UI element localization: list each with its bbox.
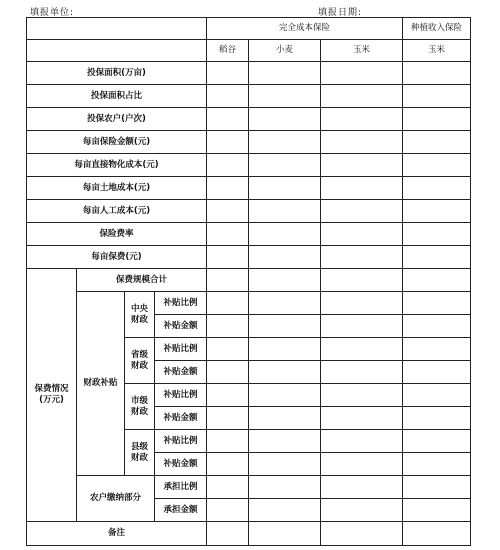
input-cell[interactable]	[207, 108, 249, 131]
row-direct-material-cost	[27, 154, 471, 177]
input-cell[interactable]	[207, 407, 249, 430]
input-cell[interactable]	[321, 338, 403, 361]
sub-label-bear-amount: 承担金额	[155, 499, 207, 522]
input-cell[interactable]	[249, 269, 321, 292]
input-cell[interactable]	[403, 499, 471, 522]
col-group-full-cost: 完全成本保险	[207, 18, 403, 40]
input-cell[interactable]	[207, 453, 249, 476]
input-cell[interactable]	[249, 131, 321, 154]
row-premium-rate	[27, 223, 471, 246]
row-label-land-cost: 每亩土地成本(元)	[27, 177, 207, 200]
input-cell[interactable]	[207, 177, 249, 200]
input-cell[interactable]	[249, 292, 321, 315]
input-cell[interactable]	[321, 62, 403, 85]
input-cell[interactable]	[403, 200, 471, 223]
col-group-income: 种植收入保险	[403, 18, 471, 40]
row-farmer-ratio	[27, 476, 471, 499]
input-cell[interactable]	[207, 246, 249, 269]
premium-situation-title: 保费情况	[34, 384, 69, 394]
input-cell[interactable]	[321, 430, 403, 453]
input-cell[interactable]	[249, 407, 321, 430]
row-labor-cost	[27, 200, 471, 223]
premium-situation-unit: (万元)	[39, 395, 64, 405]
input-cell[interactable]	[403, 453, 471, 476]
input-cell[interactable]	[321, 223, 403, 246]
row-premium-total	[27, 269, 471, 292]
input-cell[interactable]	[321, 315, 403, 338]
input-cell[interactable]	[249, 315, 321, 338]
sub-label-subsidy-ratio: 补贴比例	[155, 384, 207, 407]
input-cell[interactable]	[321, 200, 403, 223]
input-cell[interactable]	[321, 246, 403, 269]
reporting-date-label: 填报日期:	[318, 8, 363, 18]
sub-label-subsidy-amount: 补贴金额	[155, 407, 207, 430]
row-label-labor-cost: 每亩人工成本(元)	[27, 200, 207, 223]
corner-cell	[27, 18, 207, 40]
input-cell[interactable]	[207, 361, 249, 384]
input-cell[interactable]	[207, 154, 249, 177]
input-cell[interactable]	[207, 384, 249, 407]
input-cell[interactable]	[403, 407, 471, 430]
row-insured-farmers	[27, 108, 471, 131]
input-cell[interactable]	[249, 384, 321, 407]
row-label-insured-amount: 每亩保险金额(元)	[27, 131, 207, 154]
sub-label-subsidy-ratio: 补贴比例	[155, 338, 207, 361]
input-cell[interactable]	[403, 476, 471, 499]
input-cell[interactable]	[321, 177, 403, 200]
input-cell[interactable]	[321, 499, 403, 522]
sub-label-subsidy-ratio: 补贴比例	[155, 292, 207, 315]
header-row-2	[27, 40, 471, 62]
input-cell[interactable]	[207, 499, 249, 522]
row-label-insured-area: 投保面积(万亩)	[27, 62, 207, 85]
header-row-1	[27, 18, 471, 40]
input-cell[interactable]	[403, 522, 471, 546]
provincial-fiscal-label: 省级财政	[125, 338, 155, 384]
row-label-remarks: 备注	[27, 522, 207, 546]
input-cell[interactable]	[403, 62, 471, 85]
input-cell[interactable]	[321, 476, 403, 499]
municipal-fiscal-label: 市级财政	[125, 384, 155, 430]
input-cell[interactable]	[207, 522, 249, 546]
input-cell[interactable]	[249, 223, 321, 246]
input-cell[interactable]	[249, 453, 321, 476]
col-wheat: 小麦	[249, 40, 321, 62]
input-cell[interactable]	[249, 200, 321, 223]
reporting-unit-label: 填报单位:	[30, 8, 75, 18]
input-cell[interactable]	[403, 85, 471, 108]
input-cell[interactable]	[321, 361, 403, 384]
input-cell[interactable]	[321, 269, 403, 292]
col-corn-income: 玉米	[403, 40, 471, 62]
insurance-report-table	[26, 17, 471, 546]
row-label-premium-rate: 保险费率	[27, 223, 207, 246]
input-cell[interactable]	[321, 453, 403, 476]
county-fiscal-label: 县级财政	[125, 430, 155, 476]
input-cell[interactable]	[249, 338, 321, 361]
input-cell[interactable]	[249, 499, 321, 522]
input-cell[interactable]	[403, 361, 471, 384]
input-cell[interactable]	[207, 430, 249, 453]
premium-situation-label	[27, 269, 77, 522]
corner-cell-2	[27, 40, 207, 62]
input-cell[interactable]	[403, 430, 471, 453]
row-label-direct-material-cost: 每亩直接物化成本(元)	[27, 154, 207, 177]
input-cell[interactable]	[207, 315, 249, 338]
input-cell[interactable]	[321, 292, 403, 315]
col-corn: 玉米	[321, 40, 403, 62]
input-cell[interactable]	[207, 62, 249, 85]
input-cell[interactable]	[207, 200, 249, 223]
input-cell[interactable]	[207, 223, 249, 246]
input-cell[interactable]	[321, 108, 403, 131]
input-cell[interactable]	[321, 131, 403, 154]
input-cell[interactable]	[403, 292, 471, 315]
input-cell[interactable]	[207, 292, 249, 315]
input-cell[interactable]	[249, 108, 321, 131]
input-cell[interactable]	[249, 177, 321, 200]
input-cell[interactable]	[403, 269, 471, 292]
sub-label-subsidy-amount: 补贴金额	[155, 361, 207, 384]
row-central-ratio	[27, 292, 471, 315]
row-label-insured-farmers: 投保农户(户次)	[27, 108, 207, 131]
input-cell[interactable]	[403, 131, 471, 154]
row-label-premium-total: 保费规模合计	[77, 269, 207, 292]
row-land-cost	[27, 177, 471, 200]
row-insured-area	[27, 62, 471, 85]
input-cell[interactable]	[249, 246, 321, 269]
input-cell[interactable]	[321, 407, 403, 430]
input-cell[interactable]	[207, 85, 249, 108]
sub-label-subsidy-amount: 补贴金额	[155, 453, 207, 476]
input-cell[interactable]	[321, 384, 403, 407]
row-insured-amount-per-mu	[27, 131, 471, 154]
row-remarks	[27, 522, 471, 546]
input-cell[interactable]	[403, 246, 471, 269]
sub-label-bear-ratio: 承担比例	[155, 476, 207, 499]
row-insured-area-ratio	[27, 85, 471, 108]
input-cell[interactable]	[403, 338, 471, 361]
col-rice: 稻谷	[207, 40, 249, 62]
input-cell[interactable]	[321, 154, 403, 177]
input-cell[interactable]	[321, 522, 403, 546]
input-cell[interactable]	[249, 85, 321, 108]
input-cell[interactable]	[403, 315, 471, 338]
input-cell[interactable]	[403, 223, 471, 246]
input-cell[interactable]	[249, 62, 321, 85]
input-cell[interactable]	[207, 476, 249, 499]
input-cell[interactable]	[207, 269, 249, 292]
sub-label-subsidy-ratio: 补贴比例	[155, 430, 207, 453]
central-fiscal-label: 中央财政	[125, 292, 155, 338]
input-cell[interactable]	[403, 177, 471, 200]
input-cell[interactable]	[321, 85, 403, 108]
row-label-premium-per-mu: 每亩保费(元)	[27, 246, 207, 269]
input-cell[interactable]	[403, 384, 471, 407]
input-cell[interactable]	[249, 522, 321, 546]
row-premium-per-mu	[27, 246, 471, 269]
input-cell[interactable]	[249, 154, 321, 177]
input-cell[interactable]	[249, 361, 321, 384]
input-cell[interactable]	[249, 476, 321, 499]
row-label-insured-area-ratio: 投保面积占比	[27, 85, 207, 108]
farmer-payment-label: 农户缴纳部分	[77, 476, 155, 522]
input-cell[interactable]	[207, 131, 249, 154]
input-cell[interactable]	[403, 154, 471, 177]
sub-label-subsidy-amount: 补贴金额	[155, 315, 207, 338]
input-cell[interactable]	[249, 430, 321, 453]
input-cell[interactable]	[403, 108, 471, 131]
fiscal-subsidy-label: 财政补贴	[77, 292, 125, 476]
input-cell[interactable]	[207, 338, 249, 361]
